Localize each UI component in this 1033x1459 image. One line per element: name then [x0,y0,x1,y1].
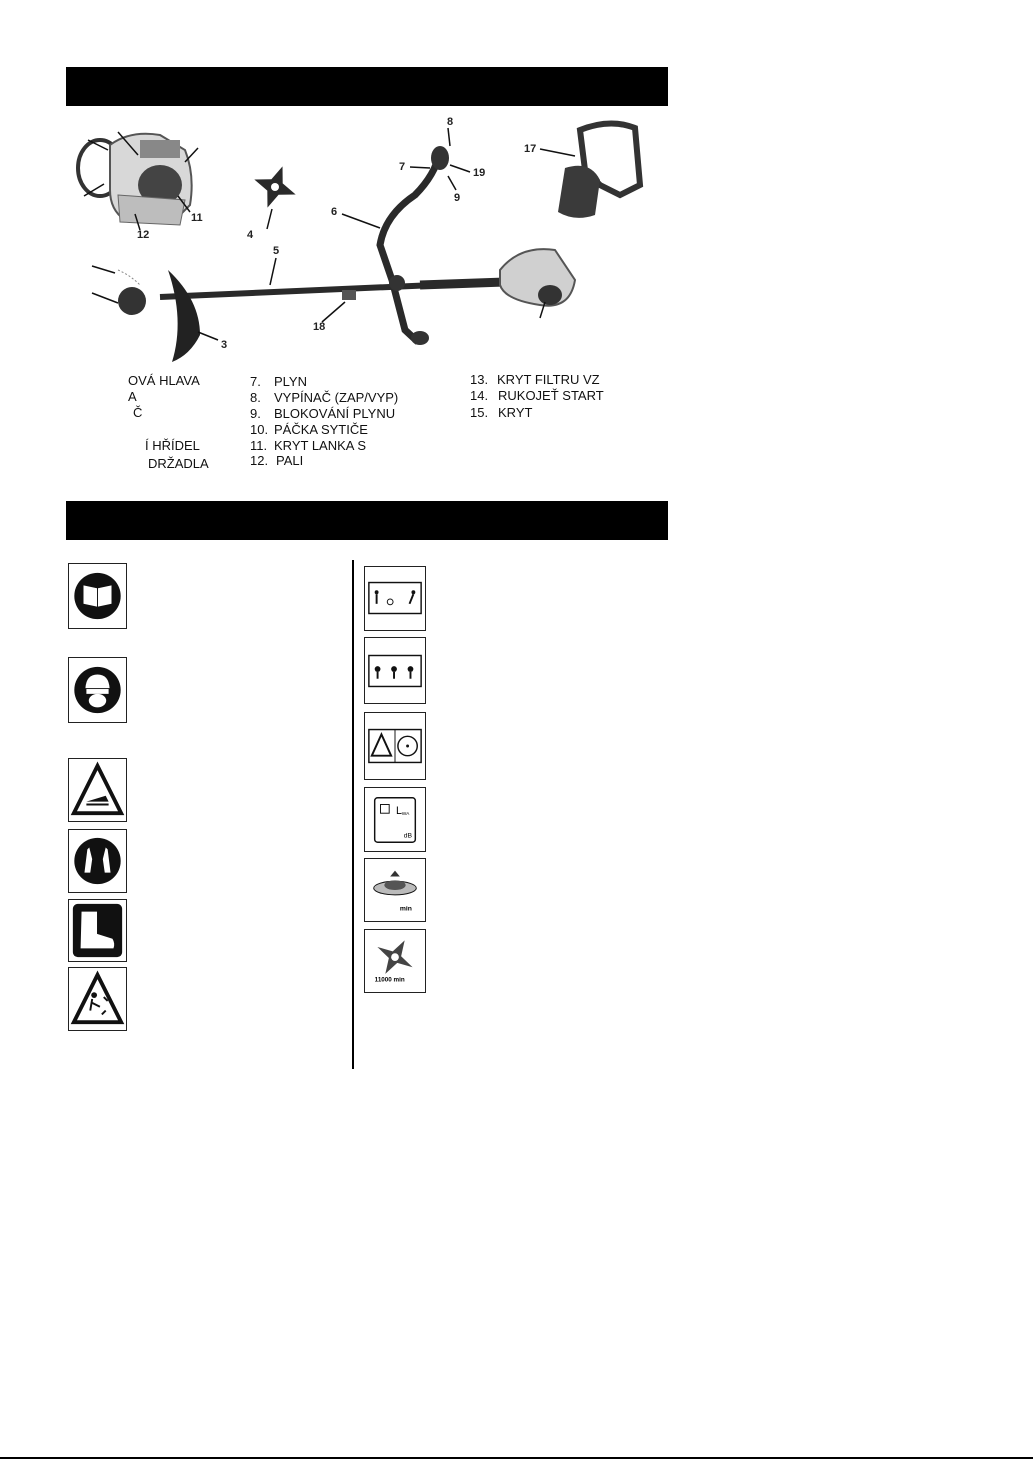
engine-detail-illustration [78,132,198,230]
keep-distance-icon [364,566,426,631]
callout-9: 9 [454,192,461,204]
callout-18: 18 [313,321,326,333]
hot-surface-warning-icon [68,758,127,822]
part-label-left-2: A [128,389,137,404]
part-item-11: 11. KRYT LANKA S [250,438,367,453]
part-label-left-1: OVÁ HLAVA [128,373,200,388]
gloves-icon [68,829,127,893]
part-item-12: 12. PALI [250,453,304,468]
part-item-9: 9. BLOKOVÁNÍ PLYNU [250,406,396,421]
callout-19: 19 [473,167,486,179]
read-manual-icon [68,563,127,629]
callout-7: 7 [399,161,406,173]
part-item-14: 14. RUKOJEŤ START [470,388,604,403]
trimmer-head-speed-icon [364,858,426,922]
part-label-left-3: Č [133,405,143,420]
sound-power-icon [364,787,426,852]
sound-power-sub: WA [401,812,410,818]
callout-17: 17 [524,143,537,155]
sound-power-db: dB [403,832,412,840]
bystanders-icon [364,637,426,704]
part-item-10: 10. PÁČKA SYTIČE [250,422,368,437]
sound-power-label: L [395,805,402,818]
trimmer-head-rpm: min [399,905,412,913]
callout-8: 8 [447,116,454,128]
head-eye-ear-protection-icon [68,657,127,723]
callout-4: 4 [247,229,254,241]
thrown-objects-warning-icon [68,967,127,1031]
callout-11: 11 [191,212,203,224]
part-item-15: 15. KRYT [470,405,533,420]
part-item-8: 8. VYPÍNAČ (ZAP/VYP) [250,390,399,405]
callout-12: 12 [137,229,150,241]
part-item-13: 13. KRYT FILTRU VZ [470,372,600,387]
harness-illustration [540,123,640,217]
callout-3: 3 [221,339,228,351]
column-divider [352,560,354,1069]
blade-warning-icon [364,712,426,780]
safety-boots-icon [68,899,127,962]
part-item-7: 7. PLYN [250,374,307,389]
part-label-left-5: DRŽADLA [148,456,209,471]
blade-illustration [247,159,303,229]
part-label-left-4: Í HŘÍDEL [145,438,200,453]
blade-speed-icon [364,929,426,993]
callout-5: 5 [273,245,280,257]
callout-6: 6 [331,206,338,218]
blade-rpm-label: 11000 min [374,976,405,984]
